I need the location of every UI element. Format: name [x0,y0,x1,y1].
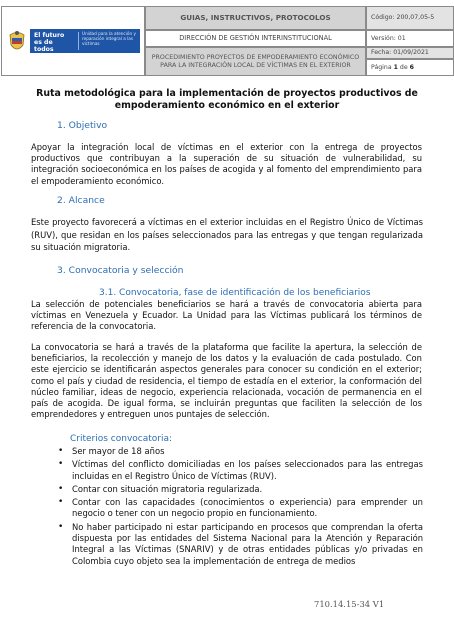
document-date: Fecha: 01/09/2021 [366,47,454,59]
logo-banner [30,29,140,53]
list-item: • Contar con las capacidades (conocimientos o experiencia) para emprender un negocio o tener con un negocio propio en funcionamiento. [58,497,423,520]
list-item: • Víctimas del conflicto domiciliadas en los países seleccionados para las entregas incluidas en el Registro Único de Víctimas (RUV). [58,459,423,482]
direction-name: DIRECCIÓN DE GESTIÓN INTERINSTITUCIONAL [145,30,366,47]
logo-slogan: El futuro es de todos [34,32,65,53]
document-header [0,5,454,78]
procedure-name: PROCEDIMIENTO PROYECTOS DE EMPODERAMIENTO ECONÓMICO PARA LA INTEGRACIÓN LOCAL DE VÍCTIMAS EN EL EXTERIOR [145,47,366,76]
subsection-heading: 3.1. Convocatoria, fase de identificación de los beneficiarios [99,288,371,298]
page-prefix: Página [371,63,392,71]
document-title: Ruta metodológica para la implementación de proyectos productivos de empoderamiento económico en el exterior [36,88,418,111]
page-current: 1 [393,63,398,71]
list-item: • Ser mayor de 18 años [58,446,423,457]
logo-agency-name: Unidad para la atención y reparación integral a las víctimas [82,31,136,46]
page-separator: de [399,63,408,71]
document-code: Código: 200,07,05-5 [366,6,454,30]
section-body-alcance: Este proyecto favorecerá a víctimas en el exterior incluidas en el Registro Único de Víctimas (RUV), que residan en los países seleccionados para las entregas y que tengan regularizada su situación migratoria. [31,217,423,253]
institution-logo [1,6,145,76]
doc-type-title: GUIAS, INSTRUCTIVOS, PROTOCOLOS [145,6,366,30]
criteria-heading: Criterios convocatoria: [70,434,173,444]
logo-divider [78,32,79,50]
section-body-objetivo: Apoyar la integración local de víctimas en el exterior con la entrega de proyectos productivos que contribuyan a la superación de su situación de vulnerabilidad, su integración socioeconómica en los países de acogida y al fomento del emprendimiento para el empoderamiento económico. [31,142,422,186]
footer-code: 710.14.15-34 V1 [314,599,385,609]
document-version: Versión: 01 [366,30,454,47]
coat-of-arms-icon [7,29,27,55]
subsection-paragraph-2: La convocatoria se hará a través de la plataforma que facilite la apertura, la selección de beneficiarios, la recolección y manejo de los datos y la evaluación de cada postulado. Con este ejercicio se identificarán aspectos generales para conocer su condición en el exterior; como el país y ciudad de residencia, el tiempo de estadía en el exterior, la conformación del núcleo familiar, ideas de negocio, experiencia relacionada, vocación de permanencia en el país de acogida. De igual forma, se incluirán preguntas que faciliten la selección de los emprendedores y entreguen unos puntajes de selección. [31,342,422,420]
section-heading-convocatoria: 3. Convocatoria y selección [57,265,184,276]
list-item: • No haber participado ni estar participando en procesos que comprendan la oferta dispuesta por las entidades del Sistema Nacional para la Atención y Reparación Integral a las Víctimas (SNARIV) y de otras entidades públicas y/o privadas en Colombia cuyo objeto sea la implementación de entrega de medios [58,522,423,567]
section-heading-objetivo: 1. Objetivo [57,120,108,131]
criteria-list [58,446,423,567]
subsection-paragraph-1: La selección de potenciales beneficiarios se hará a través de convocatoria abierta para víctimas en Venezuela y Ecuador. La Unidad para las Víctimas publicará los términos de referencia de la convocatoria. [31,299,422,332]
list-item: • Contar con situación migratoria regularizada. [58,484,423,495]
page-total: 6 [409,63,414,71]
section-heading-alcance: 2. Alcance [57,195,105,206]
page-indicator [366,59,454,76]
